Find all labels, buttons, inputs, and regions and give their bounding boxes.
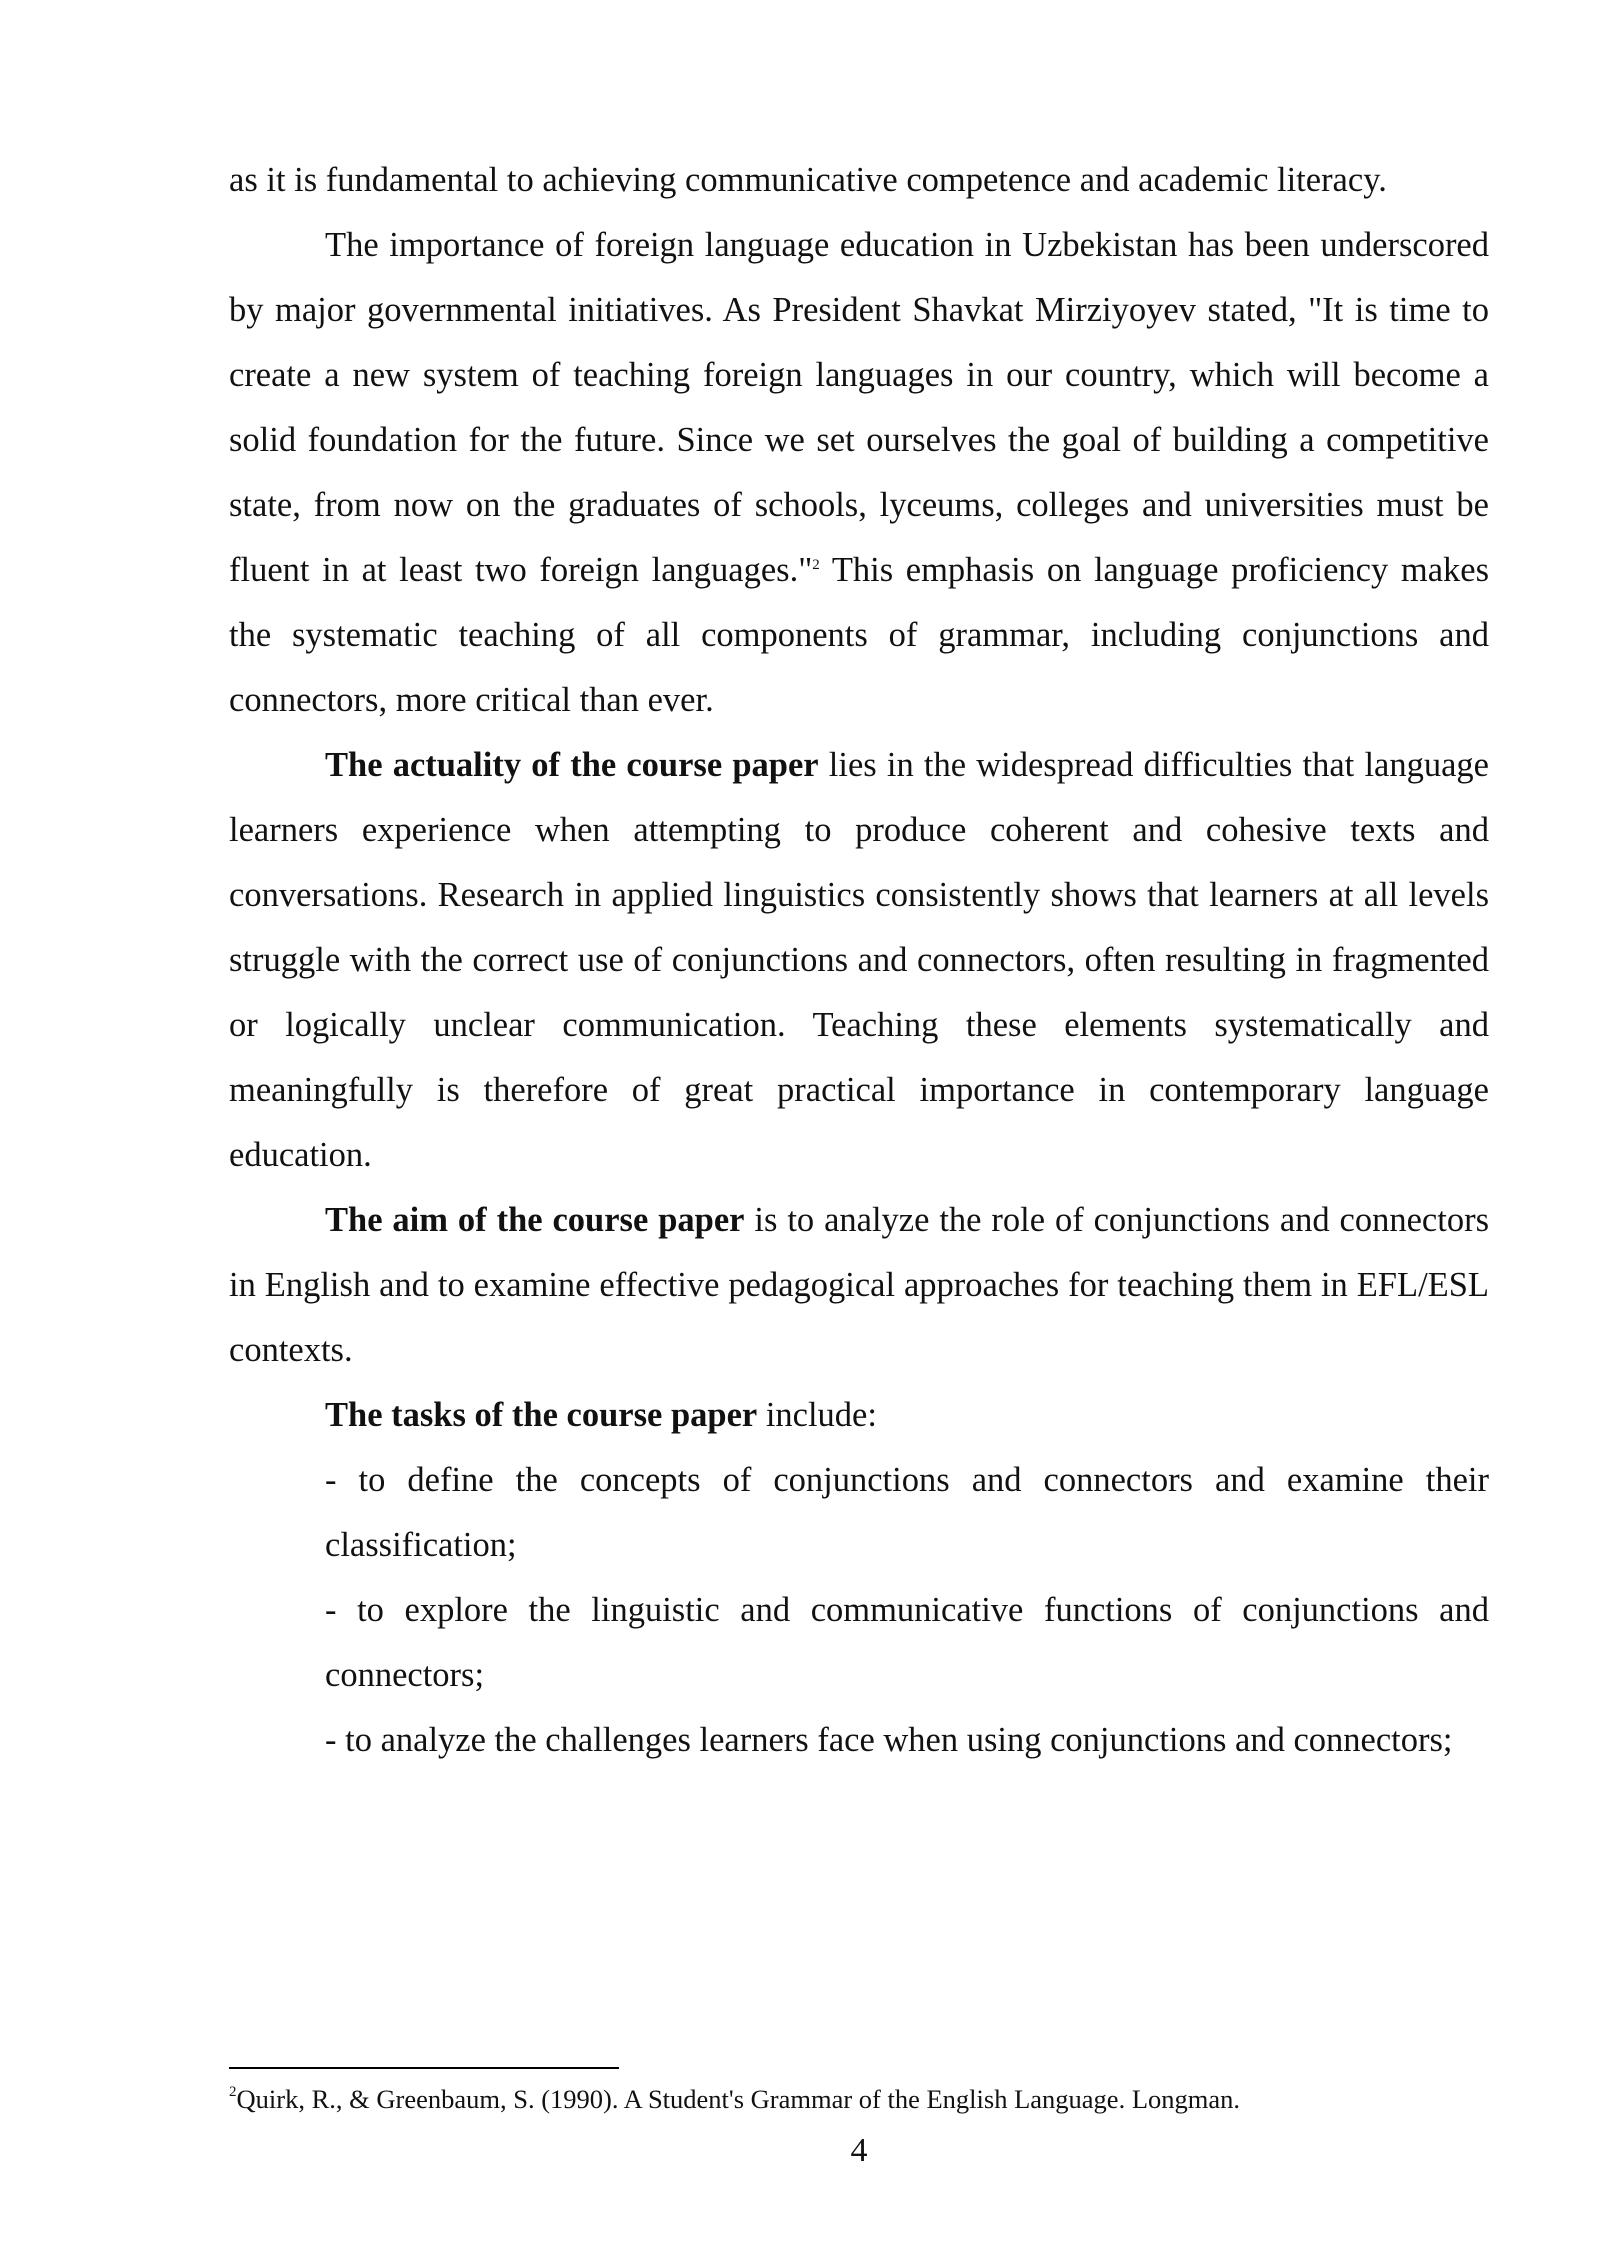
page-number: 4 bbox=[850, 2132, 868, 2169]
paragraph-text: include: bbox=[757, 1396, 877, 1434]
paragraph-text: The importance of foreign language education in Uzbekistan has been underscored by major governmental initiatives. As President Shavkat Mirziyoyev stated, "It is time to create a new system of teaching foreign languages in our country, which will become a solid foundation for the future. Since we set ourselves the goal of building a competitive state, from now on the graduates of schools, lyceums, colleges and universities must be fluent in at least two foreign languages." bbox=[229, 226, 1489, 589]
paragraph-text: is to analyze the role of conjunctions and connectors in English and to examine effective pedagogical approaches for teaching them in EFL/ESL contexts. bbox=[229, 1201, 1489, 1369]
main-text bbox=[229, 148, 1489, 1773]
tasks-heading: The tasks of the course paper bbox=[325, 1396, 758, 1434]
footnote-text: Quirk, R., & Greenbaum, S. (1990). A Student's Grammar of the English Language. Longman. bbox=[236, 2084, 1241, 2114]
aim-heading: The aim of the course paper bbox=[325, 1201, 745, 1239]
task-item-3: - to analyze the challenges learners face when using conjunctions and connectors; bbox=[325, 1721, 1453, 1759]
paragraph-aim bbox=[229, 1188, 1489, 1383]
footnote-number: 2 bbox=[229, 2084, 237, 2100]
footnote bbox=[229, 2082, 1489, 2116]
paragraph-text: This emphasis on language proficiency makes the systematic teaching of all components of grammar, including conjunctions and connectors, more critical than ever. bbox=[229, 551, 1489, 719]
paragraph-tasks bbox=[325, 1383, 1489, 1448]
footnote-reference[interactable]: 2 bbox=[812, 557, 820, 573]
actuality-heading: The actuality of the course paper bbox=[325, 746, 819, 784]
paragraph-text: lies in the widespread difficulties that language learners experience when attempting to produce coherent and cohesive texts and conversations. Research in applied linguistics consistently shows that learners at all levels struggle with the correct use of conjunctions and connectors, often resulting in fragmented or logically unclear communication. Teaching these elements systematically and meaningfully is therefore of great practical importance in contemporary language education. bbox=[229, 746, 1489, 1174]
task-item-1: - to define the concepts of conjunctions and connectors and examine their classification; bbox=[325, 1461, 1489, 1564]
task-item-2: - to explore the linguistic and communicative functions of conjunctions and connectors; bbox=[325, 1591, 1489, 1694]
paragraph-governmental-initiatives bbox=[229, 213, 1489, 733]
paragraph-actuality bbox=[229, 733, 1489, 1188]
paragraph-continuation: as it is fundamental to achieving communicative competence and academic literacy. bbox=[229, 161, 1387, 199]
footnote-separator bbox=[229, 2067, 619, 2069]
